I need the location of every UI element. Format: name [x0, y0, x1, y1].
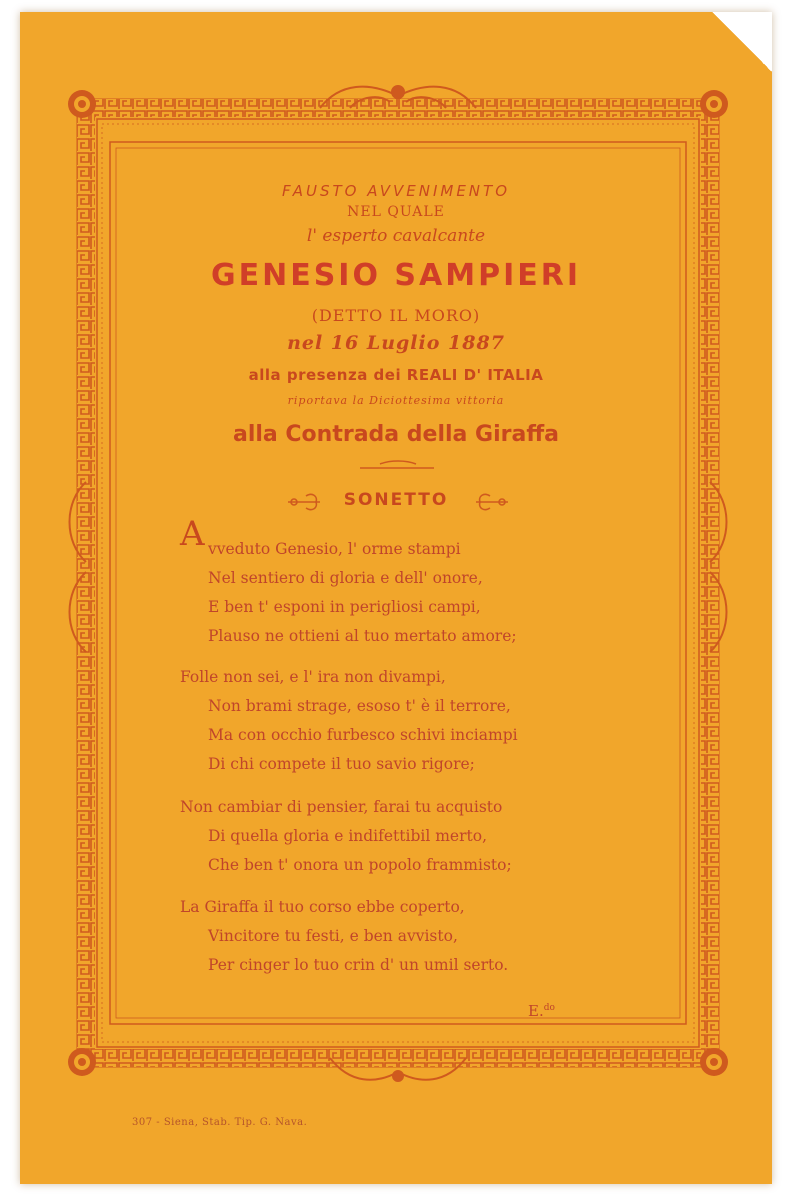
verse-line: Di chi compete il tuo savio rigore;	[208, 755, 475, 773]
verse-line: E ben t' esponi in perigliosi campi,	[208, 598, 481, 616]
broadsheet	[20, 12, 772, 1184]
corner-ornament-top-right	[700, 90, 728, 118]
verse-line: vveduto Genesio, l' orme stampi	[208, 540, 461, 558]
corner-ornament-bottom-left	[68, 1048, 96, 1076]
verse-line: Che ben t' onora un popolo frammisto;	[208, 856, 512, 874]
verse-line: Non brami strage, esoso t' è il terrore,	[208, 697, 511, 715]
printer-imprint: 307 - Siena, Stab. Tip. G. Nava.	[132, 1117, 308, 1128]
verse-line: Per cinger lo tuo crin d' un umil serto.	[208, 956, 509, 974]
contrada-line: alla Contrada della Giraffa	[232, 422, 560, 447]
verse-line: Folle non sei, e l' ira non divampi,	[180, 668, 446, 686]
title-divider	[360, 461, 434, 468]
verse-line: Vincitore tu festi, e ben avvisto,	[208, 927, 458, 945]
corner-ornament-top-left	[68, 90, 96, 118]
verse-line: Ma con occhio furbesco schivi inciampi	[208, 726, 518, 744]
rider-nickname: (DETTO IL MORO)	[311, 306, 481, 325]
rider-name: GENESIO SAMPIERI	[210, 258, 582, 293]
presence-line: alla presenza dei REALI D' ITALIA	[248, 366, 544, 384]
drop-cap: A	[180, 514, 205, 554]
verse-line: Di quella gloria e indifettibil merto,	[208, 827, 487, 845]
verse-line: Non cambiar di pensier, farai tu acquisto	[180, 798, 503, 816]
event-date: nel 16 Luglio 1887	[287, 332, 505, 354]
signature-superscript: do	[543, 1003, 555, 1013]
caption-line-2: NEL QUALE	[347, 204, 445, 220]
verse-line: Nel sentiero di gloria e dell' onore,	[208, 569, 483, 587]
author-signature	[528, 1002, 555, 1020]
caption-line-1: FAUSTO AVVENIMENTO	[281, 182, 511, 200]
corner-ornament-bottom-right	[700, 1048, 728, 1076]
victory-line: riportava la Diciottesima vittoria	[287, 394, 505, 407]
verse-line: La Giraffa il tuo corso ebbe coperto,	[180, 898, 465, 916]
caption-line-3: l' esperto cavalcante	[306, 226, 486, 246]
sonetto-title: SONETTO	[343, 490, 449, 510]
signature-text: E.	[528, 1002, 544, 1020]
verse-line: Plauso ne ottieni al tuo mertato amore;	[208, 627, 517, 645]
